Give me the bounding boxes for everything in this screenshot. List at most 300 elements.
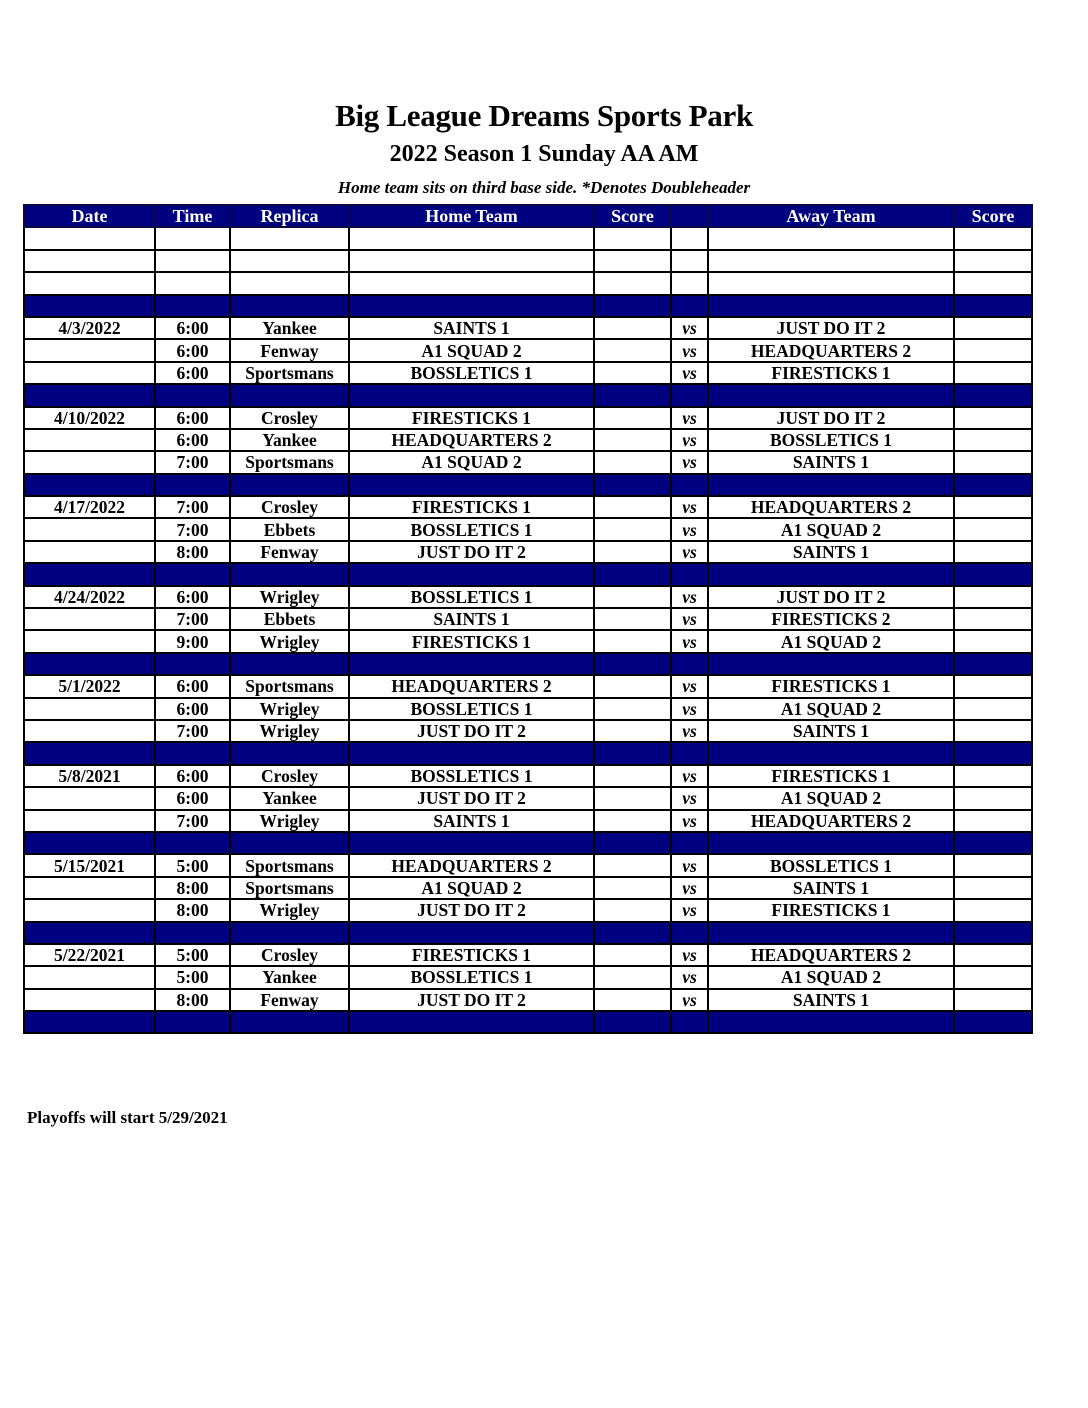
vs-cell: vs bbox=[671, 496, 708, 518]
date-cell bbox=[24, 339, 155, 361]
vs-cell: vs bbox=[671, 407, 708, 429]
away-score-cell bbox=[954, 966, 1032, 988]
replica-cell: Crosley bbox=[230, 765, 349, 787]
vs-cell: vs bbox=[671, 339, 708, 361]
home-score-cell bbox=[594, 922, 671, 944]
away-score-cell bbox=[954, 653, 1032, 675]
game-row bbox=[24, 518, 1032, 540]
home-team-cell bbox=[349, 563, 594, 585]
date-cell bbox=[24, 384, 155, 406]
home-team-cell: HEADQUARTERS 2 bbox=[349, 675, 594, 697]
away-team-cell: FIRESTICKS 2 bbox=[708, 608, 954, 630]
time-cell: 8:00 bbox=[155, 877, 230, 899]
time-cell bbox=[155, 227, 230, 249]
vs-cell bbox=[671, 653, 708, 675]
game-row bbox=[24, 854, 1032, 876]
away-score-cell bbox=[954, 765, 1032, 787]
away-score-cell bbox=[954, 339, 1032, 361]
time-cell: 5:00 bbox=[155, 854, 230, 876]
col-header-away-team: Away Team bbox=[708, 205, 954, 227]
date-cell bbox=[24, 742, 155, 764]
home-score-cell bbox=[594, 877, 671, 899]
col-header-date: Date bbox=[24, 205, 155, 227]
home-team-cell: FIRESTICKS 1 bbox=[349, 944, 594, 966]
away-team-cell: A1 SQUAD 2 bbox=[708, 698, 954, 720]
home-team-cell bbox=[349, 227, 594, 249]
away-team-cell bbox=[708, 250, 954, 272]
time-cell: 6:00 bbox=[155, 698, 230, 720]
home-team-cell: A1 SQUAD 2 bbox=[349, 451, 594, 473]
col-header-home-team: Home Team bbox=[349, 205, 594, 227]
replica-cell: Sportsmans bbox=[230, 675, 349, 697]
time-cell bbox=[155, 272, 230, 294]
home-score-cell bbox=[594, 451, 671, 473]
date-cell bbox=[24, 899, 155, 921]
date-cell bbox=[24, 272, 155, 294]
replica-cell bbox=[230, 742, 349, 764]
away-score-cell bbox=[954, 451, 1032, 473]
home-team-cell: HEADQUARTERS 2 bbox=[349, 854, 594, 876]
home-team-cell: A1 SQUAD 2 bbox=[349, 339, 594, 361]
home-team-cell bbox=[349, 250, 594, 272]
page-title: Big League Dreams Sports Park bbox=[335, 98, 753, 133]
home-score-cell bbox=[594, 563, 671, 585]
vs-cell: vs bbox=[671, 317, 708, 339]
away-team-cell bbox=[708, 295, 954, 317]
week-separator bbox=[24, 832, 1032, 854]
week-separator bbox=[24, 742, 1032, 764]
away-score-cell bbox=[954, 787, 1032, 809]
replica-cell: Wrigley bbox=[230, 810, 349, 832]
date-cell bbox=[24, 295, 155, 317]
home-score-cell bbox=[594, 832, 671, 854]
date-cell: 4/17/2022 bbox=[24, 496, 155, 518]
home-score-cell bbox=[594, 787, 671, 809]
game-row bbox=[24, 765, 1032, 787]
vs-cell: vs bbox=[671, 899, 708, 921]
away-score-cell bbox=[954, 675, 1032, 697]
home-score-cell bbox=[594, 250, 671, 272]
date-cell bbox=[24, 989, 155, 1011]
home-score-cell bbox=[594, 407, 671, 429]
date-cell bbox=[24, 720, 155, 742]
replica-cell: Crosley bbox=[230, 407, 349, 429]
away-team-cell: A1 SQUAD 2 bbox=[708, 787, 954, 809]
date-cell bbox=[24, 653, 155, 675]
home-team-cell bbox=[349, 1011, 594, 1033]
col-header-away-score: Score bbox=[954, 205, 1032, 227]
date-cell bbox=[24, 922, 155, 944]
home-team-cell bbox=[349, 922, 594, 944]
vs-cell: vs bbox=[671, 966, 708, 988]
away-score-cell bbox=[954, 541, 1032, 563]
game-row bbox=[24, 989, 1032, 1011]
time-cell: 6:00 bbox=[155, 765, 230, 787]
blank-row bbox=[24, 250, 1032, 272]
replica-cell: Sportsmans bbox=[230, 362, 349, 384]
date-cell bbox=[24, 832, 155, 854]
away-team-cell: FIRESTICKS 1 bbox=[708, 899, 954, 921]
time-cell bbox=[155, 922, 230, 944]
replica-cell: Crosley bbox=[230, 496, 349, 518]
vs-cell bbox=[671, 563, 708, 585]
vs-cell: vs bbox=[671, 989, 708, 1011]
vs-cell: vs bbox=[671, 787, 708, 809]
game-row bbox=[24, 608, 1032, 630]
date-cell bbox=[24, 541, 155, 563]
away-score-cell bbox=[954, 362, 1032, 384]
away-score-cell bbox=[954, 474, 1032, 496]
away-score-cell bbox=[954, 899, 1032, 921]
vs-cell: vs bbox=[671, 720, 708, 742]
doubleheader-note: Home team sits on third base side. *Denotes Doubleheader bbox=[337, 178, 751, 197]
game-row bbox=[24, 787, 1032, 809]
home-score-cell bbox=[594, 227, 671, 249]
week-separator bbox=[24, 922, 1032, 944]
date-cell bbox=[24, 630, 155, 652]
date-cell: 5/8/2021 bbox=[24, 765, 155, 787]
away-score-cell bbox=[954, 742, 1032, 764]
away-team-cell bbox=[708, 563, 954, 585]
away-score-cell bbox=[954, 810, 1032, 832]
time-cell bbox=[155, 384, 230, 406]
time-cell: 6:00 bbox=[155, 787, 230, 809]
home-score-cell bbox=[594, 362, 671, 384]
away-score-cell bbox=[954, 518, 1032, 540]
home-score-cell bbox=[594, 989, 671, 1011]
away-team-cell: SAINTS 1 bbox=[708, 877, 954, 899]
home-score-cell bbox=[594, 339, 671, 361]
time-cell bbox=[155, 563, 230, 585]
time-cell: 9:00 bbox=[155, 630, 230, 652]
home-team-cell: HEADQUARTERS 2 bbox=[349, 429, 594, 451]
home-score-cell bbox=[594, 474, 671, 496]
vs-cell: vs bbox=[671, 854, 708, 876]
blank-row bbox=[24, 272, 1032, 294]
home-score-cell bbox=[594, 384, 671, 406]
vs-cell bbox=[671, 384, 708, 406]
away-team-cell: BOSSLETICS 1 bbox=[708, 854, 954, 876]
col-header-home-score: Score bbox=[594, 205, 671, 227]
date-cell bbox=[24, 608, 155, 630]
game-row bbox=[24, 541, 1032, 563]
home-score-cell bbox=[594, 1011, 671, 1033]
date-cell: 5/15/2021 bbox=[24, 854, 155, 876]
away-team-cell bbox=[708, 227, 954, 249]
vs-cell: vs bbox=[671, 362, 708, 384]
time-cell: 5:00 bbox=[155, 966, 230, 988]
away-team-cell bbox=[708, 742, 954, 764]
away-team-cell: FIRESTICKS 1 bbox=[708, 765, 954, 787]
vs-cell bbox=[671, 1011, 708, 1033]
home-score-cell bbox=[594, 496, 671, 518]
replica-cell: Wrigley bbox=[230, 698, 349, 720]
playoffs-note: Playoffs will start 5/29/2021 bbox=[27, 1108, 228, 1127]
game-row bbox=[24, 899, 1032, 921]
date-cell: 5/22/2021 bbox=[24, 944, 155, 966]
home-team-cell: SAINTS 1 bbox=[349, 317, 594, 339]
home-score-cell bbox=[594, 675, 671, 697]
home-team-cell: BOSSLETICS 1 bbox=[349, 765, 594, 787]
replica-cell bbox=[230, 563, 349, 585]
week-separator bbox=[24, 653, 1032, 675]
home-score-cell bbox=[594, 899, 671, 921]
away-team-cell bbox=[708, 384, 954, 406]
home-team-cell: FIRESTICKS 1 bbox=[349, 630, 594, 652]
date-cell: 4/24/2022 bbox=[24, 586, 155, 608]
time-cell: 6:00 bbox=[155, 675, 230, 697]
replica-cell: Fenway bbox=[230, 541, 349, 563]
home-score-cell bbox=[594, 944, 671, 966]
away-team-cell: FIRESTICKS 1 bbox=[708, 362, 954, 384]
time-cell bbox=[155, 474, 230, 496]
home-score-cell bbox=[594, 810, 671, 832]
replica-cell: Fenway bbox=[230, 339, 349, 361]
vs-cell bbox=[671, 742, 708, 764]
date-cell bbox=[24, 227, 155, 249]
schedule-body bbox=[24, 227, 1032, 1033]
date-cell: 5/1/2022 bbox=[24, 675, 155, 697]
away-team-cell: BOSSLETICS 1 bbox=[708, 429, 954, 451]
away-team-cell bbox=[708, 1011, 954, 1033]
game-row bbox=[24, 630, 1032, 652]
game-row bbox=[24, 362, 1032, 384]
vs-cell bbox=[671, 227, 708, 249]
replica-cell: Yankee bbox=[230, 429, 349, 451]
replica-cell bbox=[230, 653, 349, 675]
time-cell bbox=[155, 653, 230, 675]
date-cell bbox=[24, 429, 155, 451]
replica-cell bbox=[230, 272, 349, 294]
date-cell bbox=[24, 451, 155, 473]
col-header-replica: Replica bbox=[230, 205, 349, 227]
page-subtitle: 2022 Season 1 Sunday AA AM bbox=[389, 141, 699, 167]
week-separator bbox=[24, 1011, 1032, 1033]
date-cell: 4/10/2022 bbox=[24, 407, 155, 429]
away-score-cell bbox=[954, 944, 1032, 966]
away-team-cell bbox=[708, 832, 954, 854]
away-team-cell: A1 SQUAD 2 bbox=[708, 518, 954, 540]
game-row bbox=[24, 675, 1032, 697]
game-row bbox=[24, 810, 1032, 832]
time-cell bbox=[155, 295, 230, 317]
away-team-cell: SAINTS 1 bbox=[708, 541, 954, 563]
away-score-cell bbox=[954, 922, 1032, 944]
away-score-cell bbox=[954, 877, 1032, 899]
home-score-cell bbox=[594, 720, 671, 742]
away-score-cell bbox=[954, 384, 1032, 406]
home-team-cell bbox=[349, 384, 594, 406]
replica-cell bbox=[230, 250, 349, 272]
away-score-cell bbox=[954, 586, 1032, 608]
date-cell bbox=[24, 563, 155, 585]
time-cell: 7:00 bbox=[155, 720, 230, 742]
replica-cell: Wrigley bbox=[230, 630, 349, 652]
home-score-cell bbox=[594, 765, 671, 787]
home-team-cell: BOSSLETICS 1 bbox=[349, 362, 594, 384]
date-cell bbox=[24, 698, 155, 720]
vs-cell: vs bbox=[671, 765, 708, 787]
replica-cell: Ebbets bbox=[230, 608, 349, 630]
vs-cell: vs bbox=[671, 630, 708, 652]
replica-cell: Ebbets bbox=[230, 518, 349, 540]
time-cell: 7:00 bbox=[155, 608, 230, 630]
away-team-cell: JUST DO IT 2 bbox=[708, 407, 954, 429]
home-score-cell bbox=[594, 429, 671, 451]
blank-row bbox=[24, 227, 1032, 249]
vs-cell bbox=[671, 250, 708, 272]
home-team-cell: BOSSLETICS 1 bbox=[349, 518, 594, 540]
time-cell: 7:00 bbox=[155, 518, 230, 540]
replica-cell: Sportsmans bbox=[230, 877, 349, 899]
time-cell: 6:00 bbox=[155, 317, 230, 339]
time-cell bbox=[155, 742, 230, 764]
game-row bbox=[24, 966, 1032, 988]
away-team-cell: SAINTS 1 bbox=[708, 451, 954, 473]
game-row bbox=[24, 586, 1032, 608]
vs-cell: vs bbox=[671, 608, 708, 630]
away-score-cell bbox=[954, 496, 1032, 518]
vs-cell bbox=[671, 474, 708, 496]
away-team-cell: SAINTS 1 bbox=[708, 989, 954, 1011]
home-team-cell bbox=[349, 653, 594, 675]
vs-cell bbox=[671, 832, 708, 854]
away-score-cell bbox=[954, 698, 1032, 720]
home-score-cell bbox=[594, 295, 671, 317]
away-team-cell bbox=[708, 474, 954, 496]
away-score-cell bbox=[954, 429, 1032, 451]
game-row bbox=[24, 429, 1032, 451]
date-cell bbox=[24, 1011, 155, 1033]
away-score-cell bbox=[954, 832, 1032, 854]
week-separator bbox=[24, 384, 1032, 406]
home-score-cell bbox=[594, 518, 671, 540]
away-team-cell: HEADQUARTERS 2 bbox=[708, 944, 954, 966]
vs-cell: vs bbox=[671, 675, 708, 697]
vs-cell: vs bbox=[671, 518, 708, 540]
home-team-cell: FIRESTICKS 1 bbox=[349, 496, 594, 518]
date-cell bbox=[24, 787, 155, 809]
away-team-cell bbox=[708, 922, 954, 944]
time-cell: 7:00 bbox=[155, 810, 230, 832]
away-score-cell bbox=[954, 317, 1032, 339]
time-cell bbox=[155, 1011, 230, 1033]
home-team-cell: JUST DO IT 2 bbox=[349, 720, 594, 742]
date-cell bbox=[24, 474, 155, 496]
away-team-cell: JUST DO IT 2 bbox=[708, 586, 954, 608]
vs-cell: vs bbox=[671, 451, 708, 473]
home-score-cell bbox=[594, 966, 671, 988]
vs-cell: vs bbox=[671, 810, 708, 832]
home-team-cell: BOSSLETICS 1 bbox=[349, 966, 594, 988]
game-row bbox=[24, 407, 1032, 429]
away-team-cell: HEADQUARTERS 2 bbox=[708, 339, 954, 361]
away-score-cell bbox=[954, 272, 1032, 294]
away-score-cell bbox=[954, 227, 1032, 249]
date-cell bbox=[24, 877, 155, 899]
home-team-cell: SAINTS 1 bbox=[349, 810, 594, 832]
away-score-cell bbox=[954, 854, 1032, 876]
game-row bbox=[24, 944, 1032, 966]
home-score-cell bbox=[594, 698, 671, 720]
away-team-cell: FIRESTICKS 1 bbox=[708, 675, 954, 697]
time-cell: 8:00 bbox=[155, 541, 230, 563]
away-score-cell bbox=[954, 608, 1032, 630]
time-cell: 6:00 bbox=[155, 586, 230, 608]
replica-cell: Wrigley bbox=[230, 720, 349, 742]
home-score-cell bbox=[594, 854, 671, 876]
game-row bbox=[24, 877, 1032, 899]
home-team-cell: FIRESTICKS 1 bbox=[349, 407, 594, 429]
home-score-cell bbox=[594, 653, 671, 675]
game-row bbox=[24, 451, 1032, 473]
game-row bbox=[24, 720, 1032, 742]
vs-cell: vs bbox=[671, 429, 708, 451]
vs-cell: vs bbox=[671, 586, 708, 608]
home-team-cell bbox=[349, 295, 594, 317]
home-team-cell: BOSSLETICS 1 bbox=[349, 586, 594, 608]
away-score-cell bbox=[954, 407, 1032, 429]
time-cell: 6:00 bbox=[155, 362, 230, 384]
week-separator bbox=[24, 474, 1032, 496]
away-team-cell: SAINTS 1 bbox=[708, 720, 954, 742]
away-score-cell bbox=[954, 1011, 1032, 1033]
away-score-cell bbox=[954, 250, 1032, 272]
replica-cell: Wrigley bbox=[230, 586, 349, 608]
home-team-cell: SAINTS 1 bbox=[349, 608, 594, 630]
date-cell bbox=[24, 810, 155, 832]
home-score-cell bbox=[594, 541, 671, 563]
time-cell bbox=[155, 250, 230, 272]
replica-cell bbox=[230, 474, 349, 496]
replica-cell: Wrigley bbox=[230, 899, 349, 921]
time-cell: 8:00 bbox=[155, 899, 230, 921]
time-cell: 6:00 bbox=[155, 429, 230, 451]
table-header-row bbox=[24, 205, 1032, 227]
replica-cell bbox=[230, 1011, 349, 1033]
vs-cell bbox=[671, 295, 708, 317]
replica-cell: Yankee bbox=[230, 787, 349, 809]
replica-cell bbox=[230, 227, 349, 249]
home-team-cell bbox=[349, 474, 594, 496]
time-cell: 6:00 bbox=[155, 407, 230, 429]
date-cell bbox=[24, 362, 155, 384]
replica-cell: Fenway bbox=[230, 989, 349, 1011]
away-team-cell bbox=[708, 272, 954, 294]
replica-cell: Yankee bbox=[230, 966, 349, 988]
home-team-cell bbox=[349, 742, 594, 764]
replica-cell: Yankee bbox=[230, 317, 349, 339]
date-cell: 4/3/2022 bbox=[24, 317, 155, 339]
replica-cell bbox=[230, 832, 349, 854]
week-separator bbox=[24, 295, 1032, 317]
home-score-cell bbox=[594, 608, 671, 630]
home-team-cell: JUST DO IT 2 bbox=[349, 787, 594, 809]
home-score-cell bbox=[594, 630, 671, 652]
game-row bbox=[24, 317, 1032, 339]
away-team-cell bbox=[708, 653, 954, 675]
home-score-cell bbox=[594, 317, 671, 339]
home-team-cell: BOSSLETICS 1 bbox=[349, 698, 594, 720]
time-cell: 6:00 bbox=[155, 339, 230, 361]
replica-cell bbox=[230, 922, 349, 944]
away-team-cell: HEADQUARTERS 2 bbox=[708, 810, 954, 832]
vs-cell bbox=[671, 922, 708, 944]
vs-cell bbox=[671, 272, 708, 294]
time-cell: 7:00 bbox=[155, 496, 230, 518]
col-header-time: Time bbox=[155, 205, 230, 227]
away-score-cell bbox=[954, 720, 1032, 742]
